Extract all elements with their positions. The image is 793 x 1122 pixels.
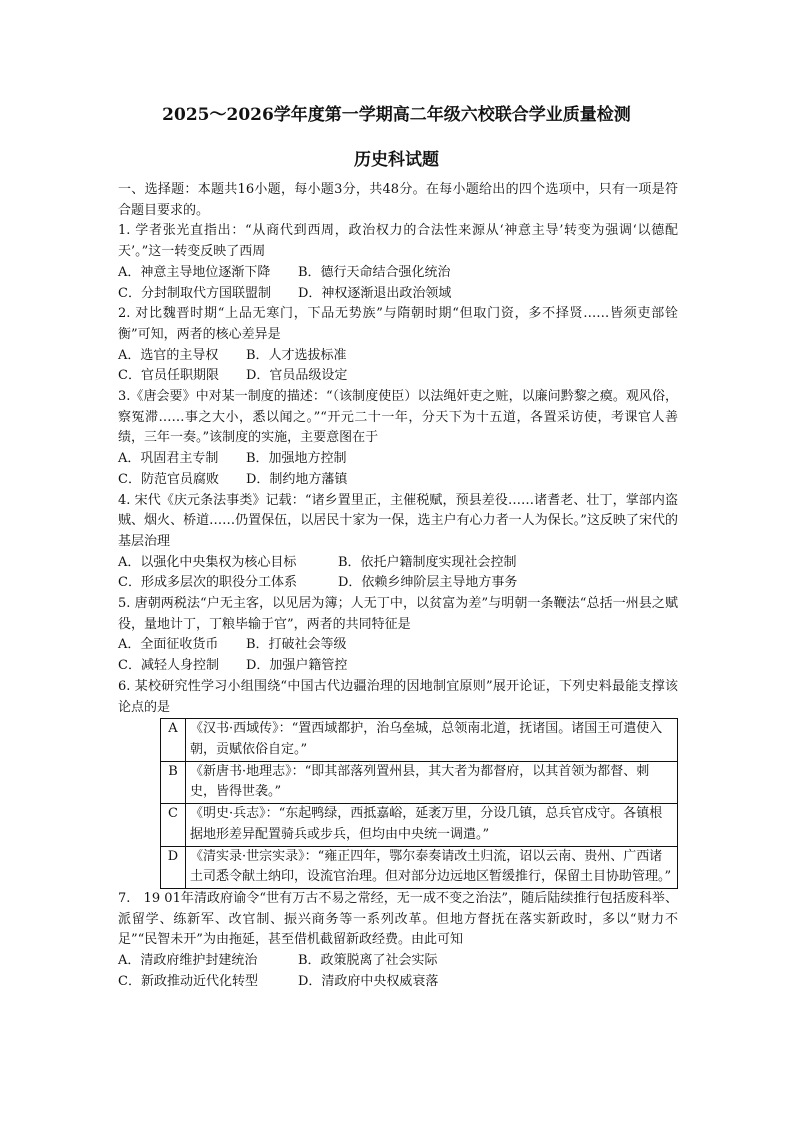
- option-a: A．神意主导地位逐渐下降: [118, 264, 271, 280]
- row-text: 《汉书·西域传》：“置西域都护，治乌垒城，总领南北道，抚诸国。诸国王可遣使入朝，贡赋依俗自定。”: [186, 719, 678, 761]
- option-d: D．加强户籍管控: [246, 658, 348, 674]
- option-d: D．制约地方藩镇: [246, 471, 348, 487]
- question-7: [118, 889, 678, 993]
- option-a: A．以强化中央集权为核心目标: [118, 554, 297, 570]
- option-c: C．形成多层次的职役分工体系: [118, 575, 297, 591]
- section-instructions: 一、选择题：本题共16小题，每小题3分，共48分。在每小题给出的四个选项中，只有一项是符合题目要求的。: [118, 182, 678, 218]
- row-label: D: [161, 846, 186, 888]
- option-c: C．减轻人身控制: [118, 658, 219, 674]
- question-5: [118, 594, 678, 677]
- option-b: B．人才选拔标准: [246, 347, 347, 363]
- row-label: C: [161, 804, 186, 846]
- option-a: A．巩固君主专制: [118, 451, 219, 467]
- table-row: [161, 804, 678, 846]
- option-a: A．清政府维护封建统治: [118, 953, 258, 969]
- row-label: A: [161, 719, 186, 761]
- option-c: C．防范官员腐败: [118, 471, 219, 487]
- question-stem: 2. 对比魏晋时期“上品无寒门，下品无势族”与隋朝时期“但取门资，多不择贤……皆须吏部铨衡”可知，两者的核心差异是: [118, 306, 678, 342]
- source-table: [160, 718, 678, 889]
- exam-content: [118, 180, 678, 992]
- option-a: A．选官的主导权: [118, 347, 219, 363]
- option-c: C．分封制取代方国联盟制: [118, 285, 271, 301]
- question-4: [118, 491, 678, 595]
- option-d: D．依赖乡绅阶层主导地方事务: [338, 575, 518, 591]
- question-3: [118, 387, 678, 491]
- option-c: C．官员任职期限: [118, 368, 219, 384]
- question-2: [118, 304, 678, 387]
- question-stem: 7. 19 01年清政府谕令“世有万古不易之常经，无一成不变之治法”，随后陆续推行包括废科举、派留学、练新军、改官制、振兴商务等一系列改革。但地方督抚在落实新政时，多以“财力不足”“民智未开”为由拖延，甚至借机截留新政经费。由此可知: [118, 890, 678, 948]
- row-text: 《清实录·世宗实录》：“雍正四年，鄂尔泰奏请改土归流，诏以云南、贵州、广西诸土司悉令献土纳印，设流官治理。但对部分边远地区暂缓推行，保留土目协助管理。”: [186, 846, 678, 888]
- question-stem: 4. 宋代《庆元条法事类》记载：“诸乡置里正，主催税赋，预县差役……诸耆老、壮丁，掌部内盗贼、烟火、桥道……仍置保伍，以居民十家为一保，选主户有心力者一人为保长。”这反映了宋代的基层治理: [118, 492, 678, 549]
- table-row: [161, 719, 678, 761]
- table-row: [161, 761, 678, 803]
- question-stem: 5. 唐朝两税法“户无主客，以见居为簿；人无丁中，以贫富为差”与明朝一条鞭法“总括一州县之赋役，量地计丁，丁粮毕输于官”，两者的共同特征是: [118, 596, 678, 632]
- row-label: B: [161, 761, 186, 803]
- row-text: 《新唐书·地理志》：“即其部落列置州县，其大者为都督府，以其首领为都督、刺史，皆得世袭。”: [186, 761, 678, 803]
- option-c: C．新政推动近代化转型: [118, 973, 258, 989]
- option-a: A．全面征收货币: [118, 637, 219, 653]
- question-1: [118, 221, 678, 304]
- row-text: 《明史·兵志》：“东起鸭绿，西抵嘉峪，延袤万里，分设几镇，总兵官戍守。各镇根据地形差异配置骑兵或步兵，但均由中央统一调遣。”: [186, 804, 678, 846]
- option-b: B．打破社会等级: [246, 637, 347, 653]
- option-b: B．政策脱离了社会实际: [298, 953, 438, 969]
- table-row: [161, 846, 678, 888]
- question-stem: 1. 学者张光直指出：“从商代到西周，政治权力的合法性来源从‘神意主导’转变为强调‘以德配天’。”这一转变反映了西周: [118, 223, 678, 260]
- option-d: D．清政府中央权威衰落: [298, 973, 439, 989]
- exam-subject-title: 历史科试题: [354, 150, 439, 170]
- exam-title: 2025～2026学年度第一学期高二年级六校联合学业质量检测: [162, 105, 631, 125]
- option-b: B．依托户籍制度实现社会控制: [338, 554, 517, 570]
- option-b: B．德行天命结合强化统治: [298, 264, 451, 280]
- question-stem: 6. 某校研究性学习小组围绕“中国古代边疆治理的因地制宜原则”展开论证，下列史料最能支撑该论点的是: [118, 678, 678, 715]
- question-6: [118, 677, 678, 889]
- option-b: B．加强地方控制: [246, 451, 347, 467]
- option-d: D．官员品级设定: [246, 368, 348, 384]
- option-d: D．神权逐渐退出政治领域: [298, 285, 452, 301]
- question-stem: 3.《唐会要》中对某一制度的描述：“（该制度使臣）以法绳奸吏之赃，以廉问黔黎之瘼。观风俗，察冤滞……事之大小，悉以闻之。”“开元二十一年，分天下为十五道，各置采访使，考课官人善绩，三年一奏。”该制度的实施，主要意图在于: [118, 389, 678, 446]
